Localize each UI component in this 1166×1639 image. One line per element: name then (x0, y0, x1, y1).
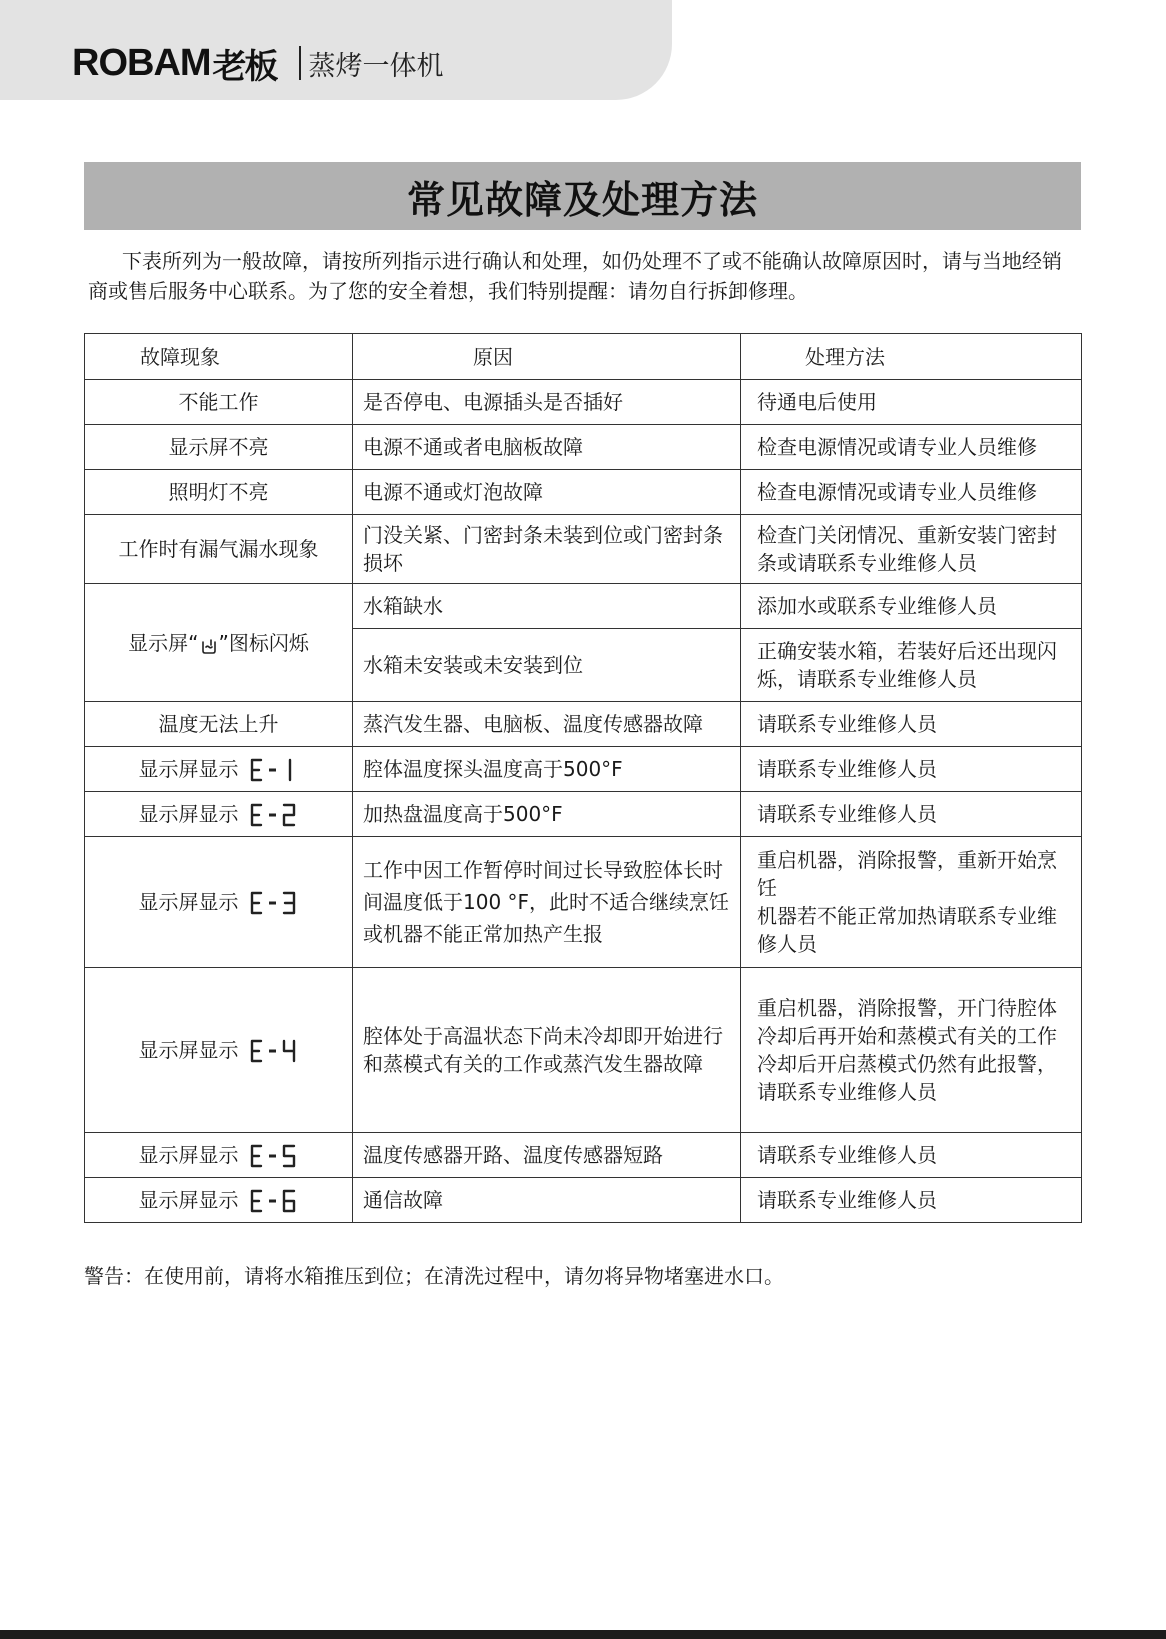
solution-cell: 请联系专业维修人员 (741, 792, 1082, 837)
header-cause: 原因 (353, 334, 741, 380)
solution-text-extra: 冷却后开启蒸模式仍然有此报警，请联系专业维修人员 (757, 1052, 1057, 1104)
cause-cell: 电源不通或者电脑板故障 (353, 425, 741, 470)
table-row (85, 747, 1082, 792)
table-row (85, 380, 1082, 425)
table-row (85, 584, 1082, 629)
fault-table (84, 333, 1082, 1223)
symptom-cell (85, 1133, 353, 1178)
cause-cell: 温度传感器开路、温度传感器短路 (353, 1133, 741, 1178)
intro-paragraph: 下表所列为一般故障，请按所列指示进行确认和处理，如仍处理不了或不能确认故障原因时，请与当地经销商或售后服务中心联系。为了您的安全着想，我们特别提醒：请勿自行拆卸修理。 (88, 249, 1062, 303)
error-code-e6 (247, 1188, 299, 1214)
solution-cell: 请联系专业维修人员 (741, 747, 1082, 792)
table-row (85, 968, 1082, 1133)
solution-cell: 检查电源情况或请专业人员维修 (741, 470, 1082, 515)
symptom-cell: 显示屏不亮 (85, 425, 353, 470)
symptom-cell (85, 1178, 353, 1223)
table-header-row (85, 334, 1082, 380)
symptom-cell: 温度无法上升 (85, 702, 353, 747)
bottom-rule (0, 1630, 1166, 1639)
table-row (85, 515, 1082, 584)
cause-cell: 是否停电、电源插头是否插好 (353, 380, 741, 425)
solution-cell: 检查门关闭情况、重新安装门密封条或请联系专业维修人员 (741, 515, 1082, 584)
table-row (85, 1178, 1082, 1223)
solution-cell: 请联系专业维修人员 (741, 1178, 1082, 1223)
symptom-cell: 工作时有漏气漏水现象 (85, 515, 353, 584)
solution-cell: 检查电源情况或请专业人员维修 (741, 425, 1082, 470)
solution-cell: 请联系专业维修人员 (741, 702, 1082, 747)
warning-note: 警告：在使用前，请将水箱推压到位；在清洗过程中，请勿将异物堵塞进水口。 (84, 1264, 784, 1288)
symptom-text: 显示屏“ (128, 630, 199, 655)
cause-cell: 水箱缺水 (353, 584, 741, 629)
solution-text: 重启机器，消除报警，重新开始烹饪 (757, 848, 1057, 900)
product-name: 蒸烤一体机 (308, 50, 444, 82)
page-title: 常见故障及处理方法 (406, 177, 758, 222)
table-row (85, 702, 1082, 747)
solution-text-extra: 机器若不能正常加热请联系专业维修人员 (757, 904, 1057, 956)
symptom-cell: 不能工作 (85, 380, 353, 425)
error-code-e2 (247, 802, 299, 828)
solution-cell (741, 968, 1082, 1133)
section-title-bar (84, 162, 1081, 230)
cause-cell: 电源不通或灯泡故障 (353, 470, 741, 515)
symptom-text: 显示屏显示 (138, 756, 239, 781)
solution-cell: 请联系专业维修人员 (741, 1133, 1082, 1178)
cause-cell: 工作中因工作暂停时间过长导致腔体长时间温度低于100 °F，此时不适合继续烹饪或机器不能正常加热产生报 (353, 837, 741, 968)
brand-logo-cn: 老板 (212, 46, 277, 87)
header-divider (299, 46, 301, 80)
table-row (85, 470, 1082, 515)
symptom-text: 显示屏显示 (138, 801, 239, 826)
error-code-e3 (247, 890, 299, 916)
cause-cell: 水箱未安装或未安装到位 (353, 629, 741, 702)
cause-cell: 门没关紧、门密封条未装到位或门密封条损坏 (353, 515, 741, 584)
symptom-cell: 照明灯不亮 (85, 470, 353, 515)
error-code-e1 (247, 757, 299, 783)
symptom-cell (85, 747, 353, 792)
symptom-text: 显示屏显示 (138, 1187, 239, 1212)
cause-cell: 蒸汽发生器、电脑板、温度传感器故障 (353, 702, 741, 747)
solution-cell: 正确安装水箱，若装好后还出现闪烁，请联系专业维修人员 (741, 629, 1082, 702)
table-row (85, 792, 1082, 837)
cause-cell: 腔体温度探头温度高于500°F (353, 747, 741, 792)
header-solution: 处理方法 (741, 334, 1082, 380)
symptom-text: 显示屏显示 (138, 1142, 239, 1167)
solution-text: 重启机器，消除报警，开门待腔体冷却后再开始和蒸模式有关的工作 (757, 996, 1057, 1048)
solution-cell (741, 837, 1082, 968)
table-row (85, 837, 1082, 968)
solution-cell: 添加水或联系专业维修人员 (741, 584, 1082, 629)
water-tank-icon (200, 635, 218, 653)
symptom-cell (85, 968, 353, 1133)
symptom-cell (85, 792, 353, 837)
symptom-text: ”图标闪烁 (218, 630, 309, 655)
header-symptom: 故障现象 (85, 334, 353, 380)
symptom-text: 显示屏显示 (138, 889, 239, 914)
table-row (85, 425, 1082, 470)
symptom-text: 显示屏显示 (138, 1037, 239, 1062)
brand-logo: ROBAM (72, 41, 211, 84)
symptom-cell (85, 584, 353, 702)
cause-cell: 通信故障 (353, 1178, 741, 1223)
symptom-cell (85, 837, 353, 968)
error-code-e5 (247, 1143, 299, 1169)
cause-cell: 加热盘温度高于500°F (353, 792, 741, 837)
cause-cell: 腔体处于高温状态下尚未冷却即开始进行和蒸模式有关的工作或蒸汽发生器故障 (353, 968, 741, 1133)
brand-header (72, 38, 444, 88)
error-code-e4 (247, 1038, 299, 1064)
table-row (85, 1133, 1082, 1178)
solution-cell: 待通电后使用 (741, 380, 1082, 425)
